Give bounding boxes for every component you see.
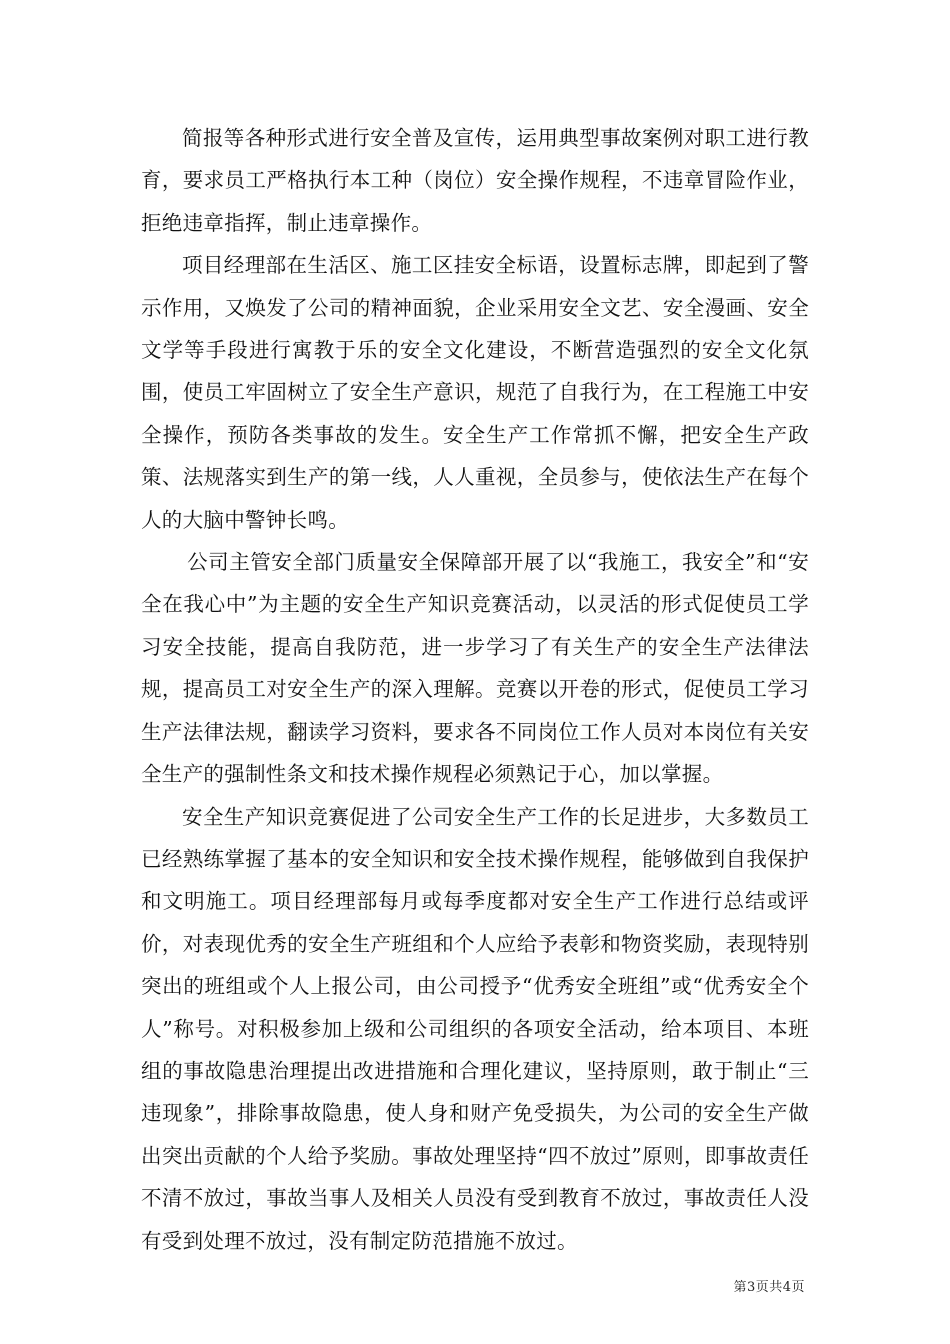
paragraph-4: 安全生产知识竞赛促进了公司安全生产工作的长足进步，大多数员工已经熟练掌握了基本的安全知识和安全技术操作规程，能够做到自我保护和文明施工。项目经理部每月或每季度都对安全生产工作进行总结或评价，对表现优秀的安全生产班组和个人应给予表彰和物资奖励，表现特别突出的班组或个人上报公司，由公司授予“优秀安全班组”或“优秀安全个人”称号。对积极参加上级和公司组织的各项安全活动，给本项目、本班组的事故隐患治理提出改进措施和合理化建议，坚持原则，敢于制止“三违现象”，排除事故隐患，使人身和财产免受损失，为公司的安全生产做出突出贡献的个人给予奖励。事故处理坚持“四不放过”原则，即事故责任不清不放过，事故当事人及相关人员没有受到教育不放过，事故责任人没有受到处理不放过，没有制定防范措施不放过。 xyxy=(141,804,809,1253)
paragraph-1: 简报等各种形式进行安全普及宣传，运用典型事故案例对职工进行教育，要求员工严格执行本工种（岗位）安全操作规程，不违章冒险作业，拒绝违章指挥，制止违章操作。 xyxy=(141,126,809,235)
paragraph-2: 项目经理部在生活区、施工区挂安全标语，设置标志牌，即起到了警示作用，又焕发了公司的精神面貌，企业采用安全文艺、安全漫画、安全文学等手段进行寓教于乐的安全文化建设，不断营造强烈的安全文化氛围，使员工牢固树立了安全生产意识，规范了自我行为，在工程施工中安全操作，预防各类事故的发生。安全生产工作常抓不懈，把安全生产政策、法规落实到生产的第一线，人人重视，全员参与，使依法生产在每个人的大脑中警钟长鸣。 xyxy=(141,253,809,532)
page-number-footer: 第3页共4页 xyxy=(733,1280,805,1295)
paragraph-3: 公司主管安全部门质量安全保障部开展了以“我施工，我安全”和“安全在我心中”为主题的安全生产知识竞赛活动，以灵活的形式促使员工学习安全技能，提高自我防范，进一步学习了有关生产的安全生产法律法规，提高员工对安全生产的深入理解。竞赛以开卷的形式，促使员工学习生产法律法规，翻读学习资料，要求各不同岗位工作人员对本岗位有关安全生产的强制性条文和技术操作规程必须熟记于心，加以掌握。 xyxy=(141,550,809,787)
document-body xyxy=(141,117,809,1262)
